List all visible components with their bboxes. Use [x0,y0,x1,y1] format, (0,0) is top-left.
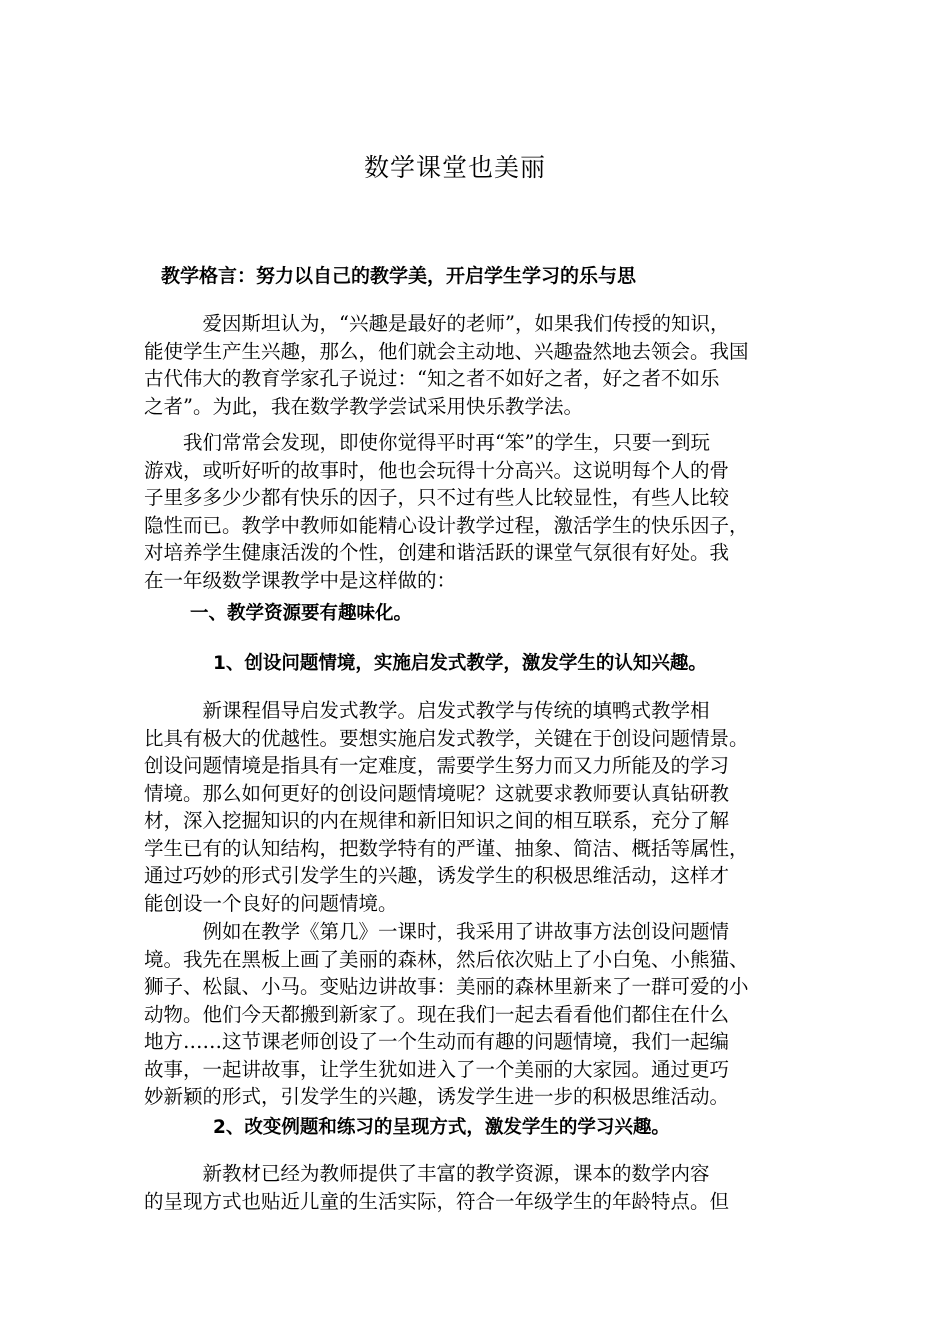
paragraph-line: 子里多多少少都有快乐的因子，只不过有些人比较显性，有些人比较 [144,486,730,509]
paragraph-line: 故事，一起讲故事，让学生犹如进入了一个美丽的大家园。通过更巧 [144,1057,730,1081]
paragraph-line: 地方……这节课老师创设了一个生动而有趣的问题情境，我们一起编 [144,1030,730,1053]
paragraph-einstein [144,310,824,420]
paragraph-line: 学生已有的认知结构，把数学特有的严谨、抽象、简洁、概括等属性， [144,836,749,860]
paragraph-line: 动物。他们今天都搬到新家了。现在我们一起去看看他们都住在什么 [144,1002,730,1026]
teaching-motto: 教学格言：努力以自己的教学美，开启学生学习的乐与思 [161,265,637,287]
section-heading-1: 一、教学资源要有趣味化。 [190,603,413,624]
paragraph-line: 情境。那么如何更好的创设问题情境呢？这就要求教师要认真钻研教 [144,781,730,805]
paragraph-heuristic-teaching [144,697,824,917]
subsection-heading-1-1: 1、创设问题情境，实施启发式教学，激发学生的认知兴趣。 [213,653,707,674]
paragraph-line: 材，深入挖掘知识的内在规律和新旧知识之间的相互联系，充分了解 [144,809,730,832]
paragraph-line: 新课程倡导启发式教学。启发式教学与传统的填鸭式教学相 [144,699,710,722]
paragraph-line: 爱因斯坦认为，“兴趣是最好的老师”，如果我们传授的知识， [144,312,730,335]
paragraph-line: 对培养学生健康活泼的个性，创建和谐活跃的课堂气氛很有好处。我 [144,541,730,564]
paragraph-line: 我们常常会发现，即使你觉得平时再“笨”的学生，只要一到玩 [144,431,710,454]
paragraph-line: 的呈现方式也贴近儿童的生活实际，符合一年级学生的年龄特点。但 [144,1189,730,1213]
paragraph-line: 新教材已经为教师提供了丰富的教学资源，课本的数学内容 [144,1162,710,1185]
paragraph-line: 妙新颖的形式，引发学生的兴趣，诱发学生进一步的积极思维活动。 [144,1085,730,1108]
paragraph-line: 古代伟大的教育学家孔子说过：“知之者不如好之者，好之者不如乐 [144,367,720,390]
paragraph-line: 游戏，或听好听的故事时，他也会玩得十分高兴。这说明每个人的骨 [144,458,730,482]
paragraph-line: 能使学生产生兴趣，那么，他们就会主动地、兴趣盎然地去领会。我国 [144,339,749,363]
paragraph-line: 比具有极大的优越性。要想实施启发式教学，关键在于创设问题情景。 [144,726,749,750]
paragraph-example-story [144,918,824,1111]
paragraph-line: 通过巧妙的形式引发学生的兴趣，诱发学生的积极思维活动，这样才 [144,864,730,887]
subsection-heading-1-2: 2、改变例题和练习的呈现方式，激发学生的学习兴趣。 [213,1117,670,1138]
paragraph-line: 隐性而已。教学中教师如能精心设计教学过程，激活学生的快乐因子， [144,513,749,537]
document-title: 数学课堂也美丽 [363,153,546,182]
paragraph-happy-factor [144,429,824,594]
paragraph-line: 创设问题情境是指具有一定难度，需要学生努力而又力所能及的学习 [144,754,730,777]
paragraph-line: 能创设一个良好的问题情境。 [144,891,398,915]
paragraph-line: 例如在教学《第几》一课时，我采用了讲故事方法创设问题情 [144,920,730,943]
paragraph-line: 狮子、松鼠、小马。变贴边讲故事：美丽的森林里新来了一群可爱的小 [144,975,749,998]
paragraph-new-textbook [144,1160,824,1215]
paragraph-line: 之者”。为此，我在数学教学尝试采用快乐教学法。 [144,394,583,418]
paragraph-line: 在一年级数学课教学中是这样做的： [144,568,457,592]
paragraph-line: 境。我先在黑板上画了美丽的森林，然后依次贴上了小白兔、小熊猫、 [144,947,749,971]
